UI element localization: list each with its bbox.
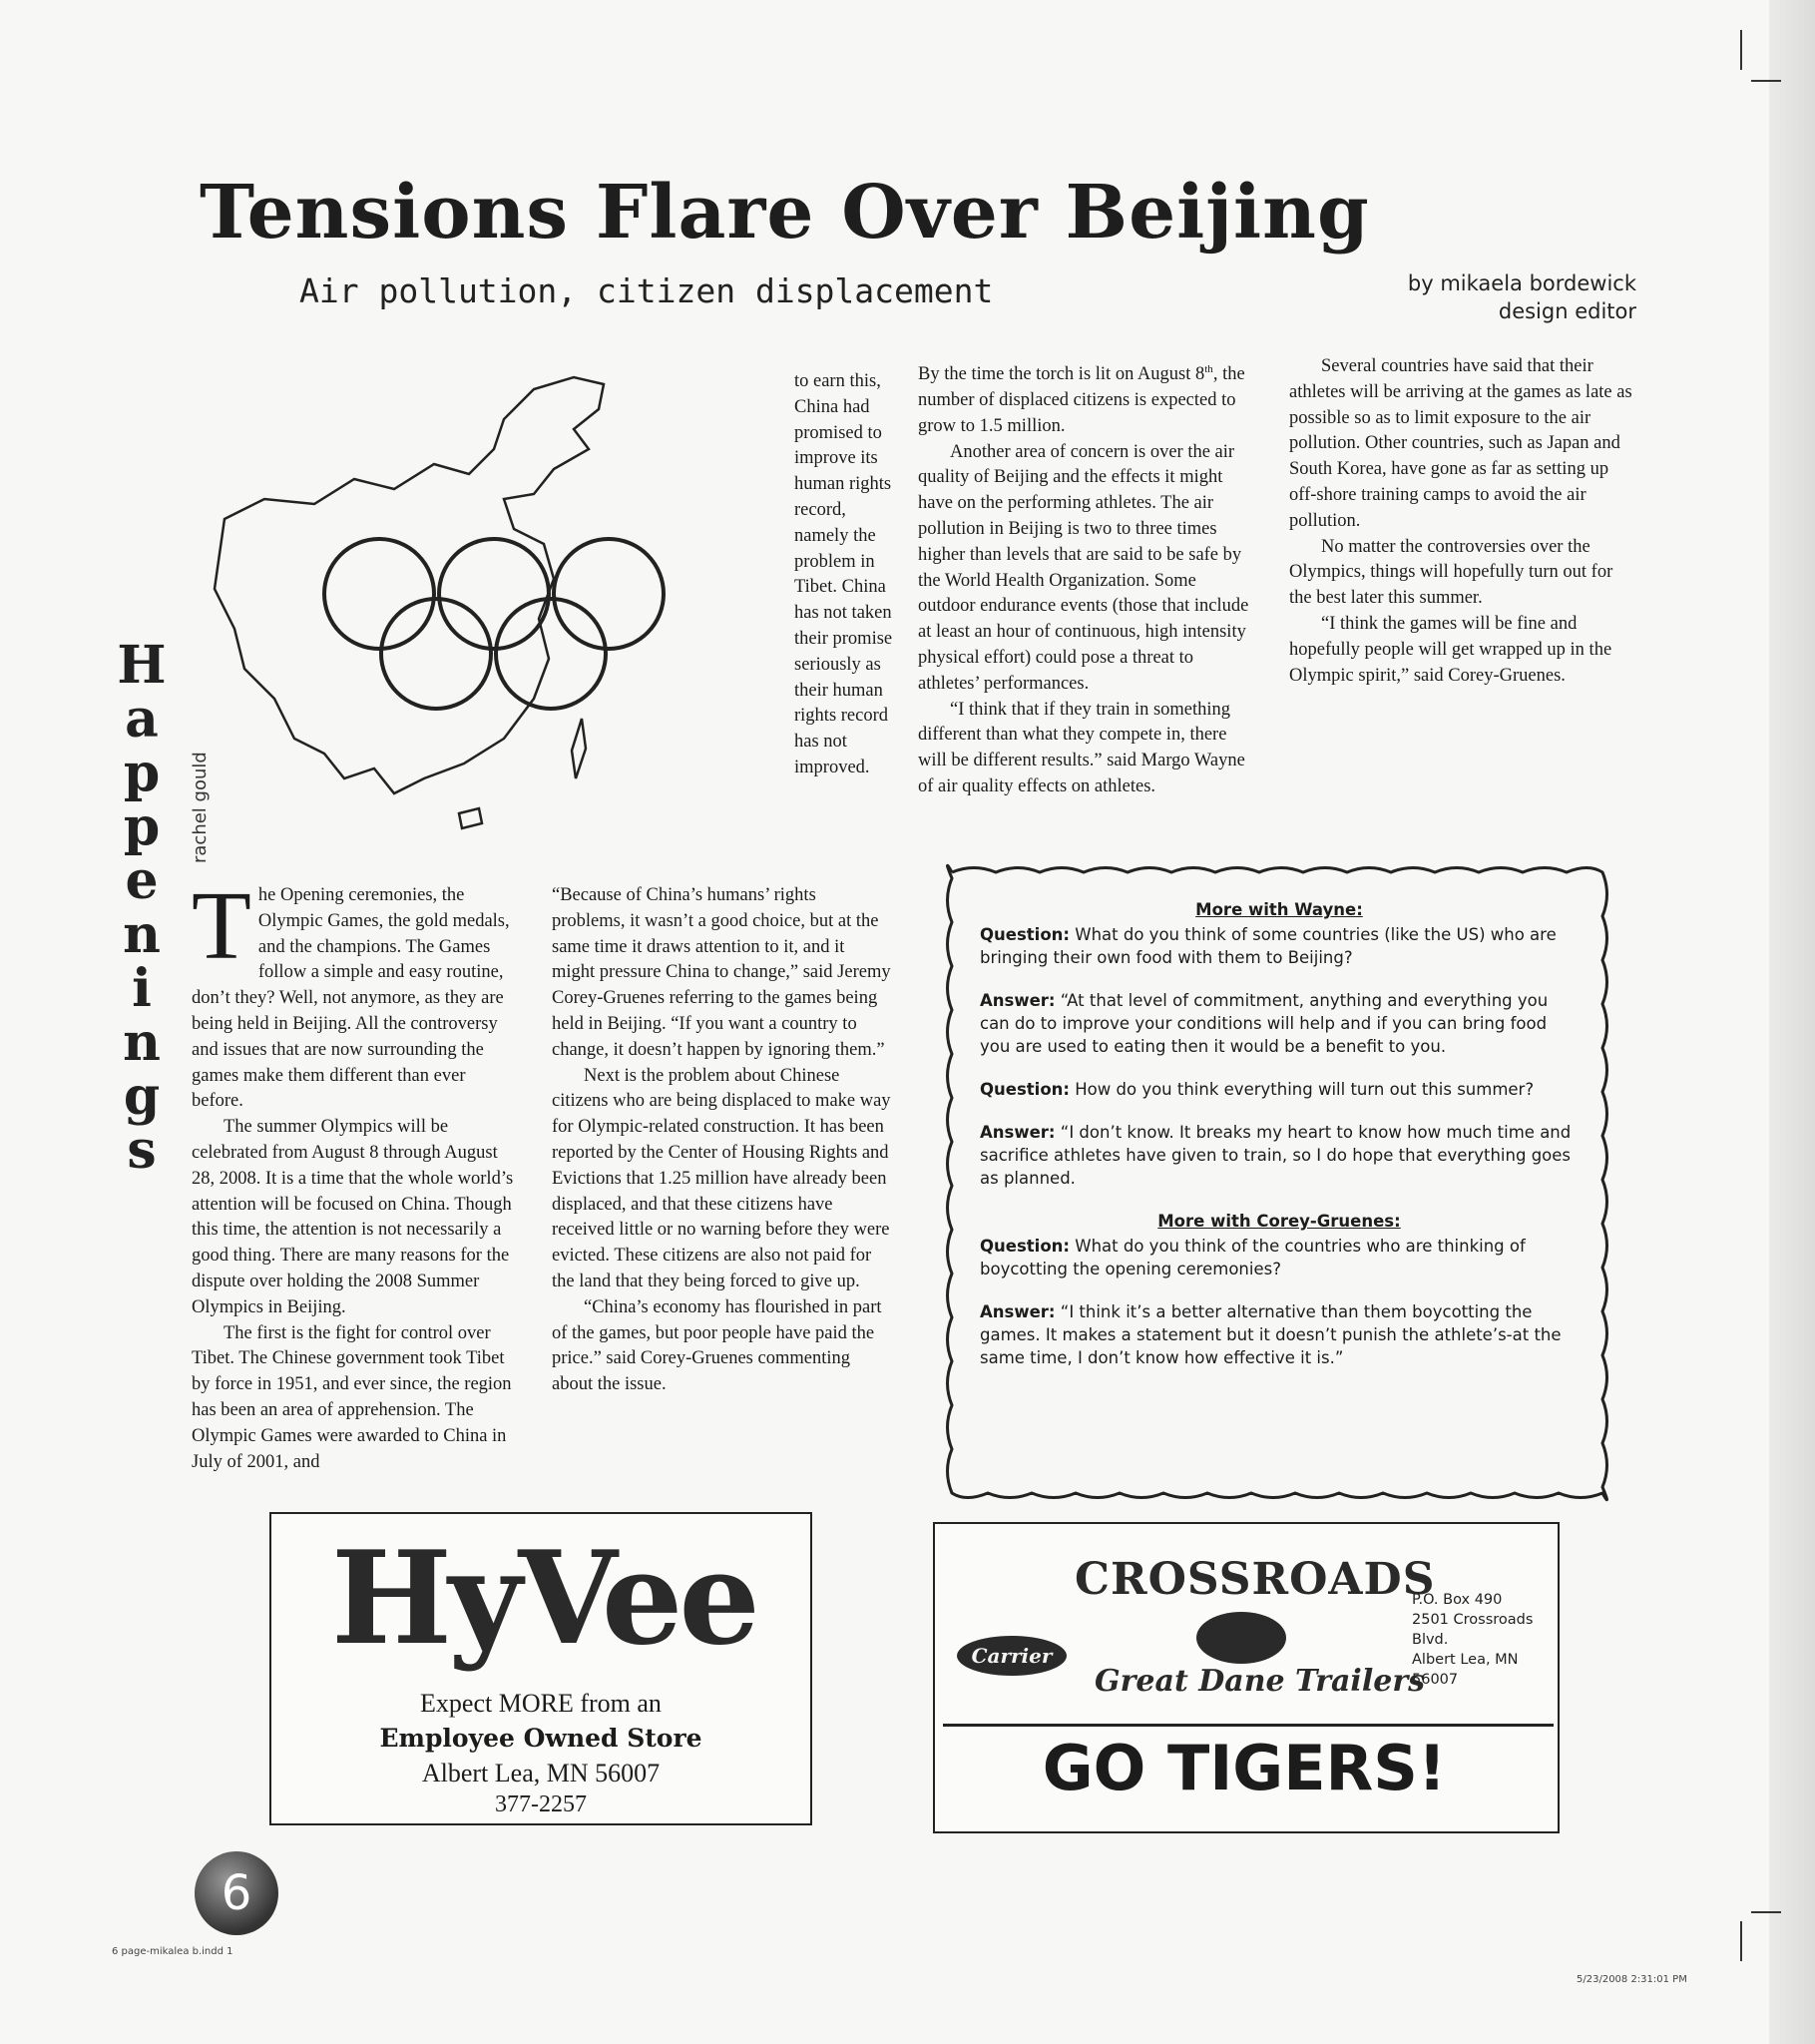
article-paragraph: “China’s economy has flourished in part of the games, but poor people have paid the price.” said Corey-Gruenes commenting about the issue. [552, 1296, 882, 1395]
byline [1297, 269, 1636, 325]
qa-answer [980, 1121, 1579, 1190]
article-column-3 [918, 357, 1257, 800]
qa-question [980, 923, 1579, 969]
go-tigers-slogan: GO TIGERS! [1042, 1732, 1447, 1804]
taiwan-outline [572, 719, 586, 778]
question-label: Question: [980, 1237, 1071, 1256]
question-label: Question: [980, 925, 1071, 944]
great-dane-logo-icon [1196, 1612, 1286, 1664]
hyvee-ad [269, 1512, 812, 1825]
qa-answer [980, 989, 1579, 1058]
crop-mark [1740, 30, 1742, 70]
address-line: Blvd. [1412, 1632, 1449, 1648]
crop-mark [1740, 1921, 1742, 1961]
illustration-credit: rachel gould [190, 752, 211, 863]
article-paragraph: The summer Olympics will be celebrated from August 8 through August 28, 2008. It is a time that the whole world’s attention will be focused on China. Though this time, the attention is not necessarily a good thing. There are many reasons for the dispute over holding the 2008 Summer Olympics in Beijing. [192, 1117, 514, 1317]
section-word-happenings [112, 635, 172, 1181]
olympic-ring [496, 599, 606, 709]
article-paragraph: Several countries have said that their athletes will be arriving at the games as late as possible so as to limit exposure to the air pollution. Other countries, such as Japan and South Korea, have gone as far as setting up off-shore training camps to avoid the air pollution. [1289, 356, 1632, 531]
crossroads-logo: CROSSROADS [1075, 1554, 1436, 1605]
qa-text: “I don’t know. It breaks my heart to know how much time and sacrifice athletes have given to train, so I do hope that everything goes as planned. [980, 1123, 1572, 1188]
section-letter: i [132, 958, 152, 1019]
section-letter: p [123, 743, 161, 803]
qa-content [980, 898, 1579, 1389]
article-paragraph: “I think the games will be fine and hopefully people will get wrapped up in the Olympic spirit,” said Corey-Gruenes. [1289, 613, 1612, 686]
carrier-logo: Carrier [957, 1636, 1067, 1676]
question-label: Question: [980, 1080, 1071, 1099]
footer-file-name: 6 page-mikalea b.indd 1 [112, 1946, 233, 1957]
ordinal-suffix: th [1204, 363, 1213, 375]
section-letter: a [125, 689, 159, 750]
article-column-1 [192, 872, 521, 1475]
section-letter: s [127, 1120, 157, 1181]
olympic-ring [381, 599, 491, 709]
hyvee-line: Expect MORE from an [420, 1689, 662, 1718]
subheadline: Air pollution, citizen displacement [299, 271, 994, 310]
dropcap: T [192, 872, 251, 980]
headline: Tensions Flare Over Beijing [200, 170, 1370, 256]
footer-timestamp: 5/23/2008 2:31:01 PM [1577, 1974, 1687, 1985]
olympic-ring [324, 539, 434, 649]
qa-text: What do you think of some countries (like the US) who are bringing their own food with them to Beijing? [980, 925, 1557, 967]
section-letter: n [123, 904, 161, 965]
article-column-4 [1289, 354, 1638, 689]
page-edge [1769, 0, 1815, 2044]
address-line: Albert Lea, MN [1412, 1652, 1519, 1668]
section-letter: p [123, 796, 161, 857]
qa-answer [980, 1300, 1579, 1369]
article-column-narrow: to earn this, China had promised to improve its human rights record, namely the problem in Tibet. China has not taken their promise seriously as their human rights record has not improved. [794, 371, 893, 777]
paragraph-text: By the time the torch is lit on August 8 [918, 364, 1205, 385]
section-letter: n [123, 1012, 161, 1073]
qa-question [980, 1078, 1579, 1101]
section-letter: g [123, 1066, 161, 1127]
qa-text: How do you think everything will turn out this summer? [1075, 1080, 1535, 1099]
qa-question [980, 1235, 1579, 1280]
great-dane-trailers-text: Great Dane Trailers [1095, 1664, 1426, 1699]
address-line: 56007 [1412, 1672, 1459, 1688]
paragraph-text: , the number of displaced citizens is expected to grow to 1.5 million. [918, 364, 1245, 436]
hyvee-line: Albert Lea, MN 56007 [421, 1759, 661, 1788]
answer-label: Answer: [980, 1302, 1056, 1321]
crop-mark [1751, 1911, 1781, 1913]
section-letter: e [125, 850, 159, 911]
crossroads-address [1412, 1590, 1533, 1690]
article-paragraph: No matter the controversies over the Olympics, things will hopefully turn out for the best later this summer. [1289, 536, 1613, 609]
hyvee-line: Employee Owned Store [379, 1724, 702, 1753]
ad-divider [943, 1724, 1554, 1727]
qa-text: What do you think of the countries who are thinking of boycotting the opening ceremonies? [980, 1237, 1526, 1278]
byline-author: by mikaela bordewick [1407, 271, 1636, 295]
qa-sidebar-box [938, 858, 1616, 1507]
crossroads-ad [933, 1522, 1560, 1833]
section-letter: H [117, 635, 167, 696]
qa-heading-corey: More with Corey-Gruenes: [1157, 1212, 1401, 1231]
olympic-ring [439, 539, 549, 649]
qa-text: “I think it’s a better alternative than them boycotting the games. It makes a statement but it doesn’t punish the athlete’s-at the same time, I don’t know how effective it is.” [980, 1302, 1562, 1367]
article-paragraph: Another area of concern is over the air quality of Beijing and the effects it might have on the performing athletes. The air pollution in Beijing is two to three times higher than levels that are said to be safe by the World Health Organization. Some outdoor endurance events (those that include at least an hour of continuous, high intensity physical effort) could pose a threat to athletes’ performances. [918, 441, 1249, 694]
answer-label: Answer: [980, 1123, 1056, 1142]
paragraph-text: he Opening ceremonies, the Olympic Games, the gold medals, and the champions. The Games follow a simple and easy routine, don’t they? Well, not anymore, as they are being held in Beijing. All the controversy and issues that are now surrounding the games make them different than ever before. [192, 885, 510, 1112]
hainan-outline [459, 808, 482, 828]
qa-heading-wayne: More with Wayne: [1195, 900, 1363, 919]
olympic-ring [554, 539, 664, 649]
qa-text: “At that level of commitment, anything and everything you can do to improve your conditions will help and if you can bring food you are used to eating then it would be a benefit to you. [980, 991, 1549, 1056]
byline-role: design editor [1498, 299, 1636, 323]
article-paragraph: Next is the problem about Chinese citizens who are being displaced to make way for Olympic-related construction. It has been reported by the Center of Housing Rights and Evictions that 1.25 million have already been displaced, and that these citizens have received little or no warning before they were evicted. These citizens are also not paid for the land that they being forced to give up. [552, 1065, 891, 1291]
article-paragraph [192, 872, 521, 1115]
article-paragraph: “I think that if they train in something different than what they compete in, there will be different results.” said Margo Wayne of air quality effects on athletes. [918, 699, 1245, 796]
article-paragraph [918, 357, 1257, 440]
hyvee-line: 377-2257 [495, 1791, 587, 1817]
article-paragraph: The first is the fight for control over Tibet. The Chinese government took Tibet by force in 1951, and ever since, the region has been an area of apprehension. The Olympic Games were awarded to China in July of 2001, and [192, 1322, 512, 1472]
china-map-outline [215, 377, 604, 793]
hyvee-logo: HyVee [331, 1524, 756, 1674]
article-column-2 [552, 883, 891, 1398]
answer-label: Answer: [980, 991, 1056, 1010]
page-number-apple-icon: 6 [195, 1851, 278, 1935]
crop-mark [1751, 80, 1781, 82]
address-line: 2501 Crossroads [1412, 1612, 1534, 1628]
address-line: P.O. Box 490 [1412, 1592, 1503, 1608]
china-map-olympic-rings-illustration [205, 369, 783, 848]
article-paragraph: “Because of China’s humans’ rights problems, it wasn’t a good choice, but at the same time it draws attention to it, and it might pressure China to change,” said Jeremy Corey-Gruenes referring to the games being held in Beijing. “If you want a country to change, it doesn’t happen by ignoring them.” [552, 885, 891, 1060]
